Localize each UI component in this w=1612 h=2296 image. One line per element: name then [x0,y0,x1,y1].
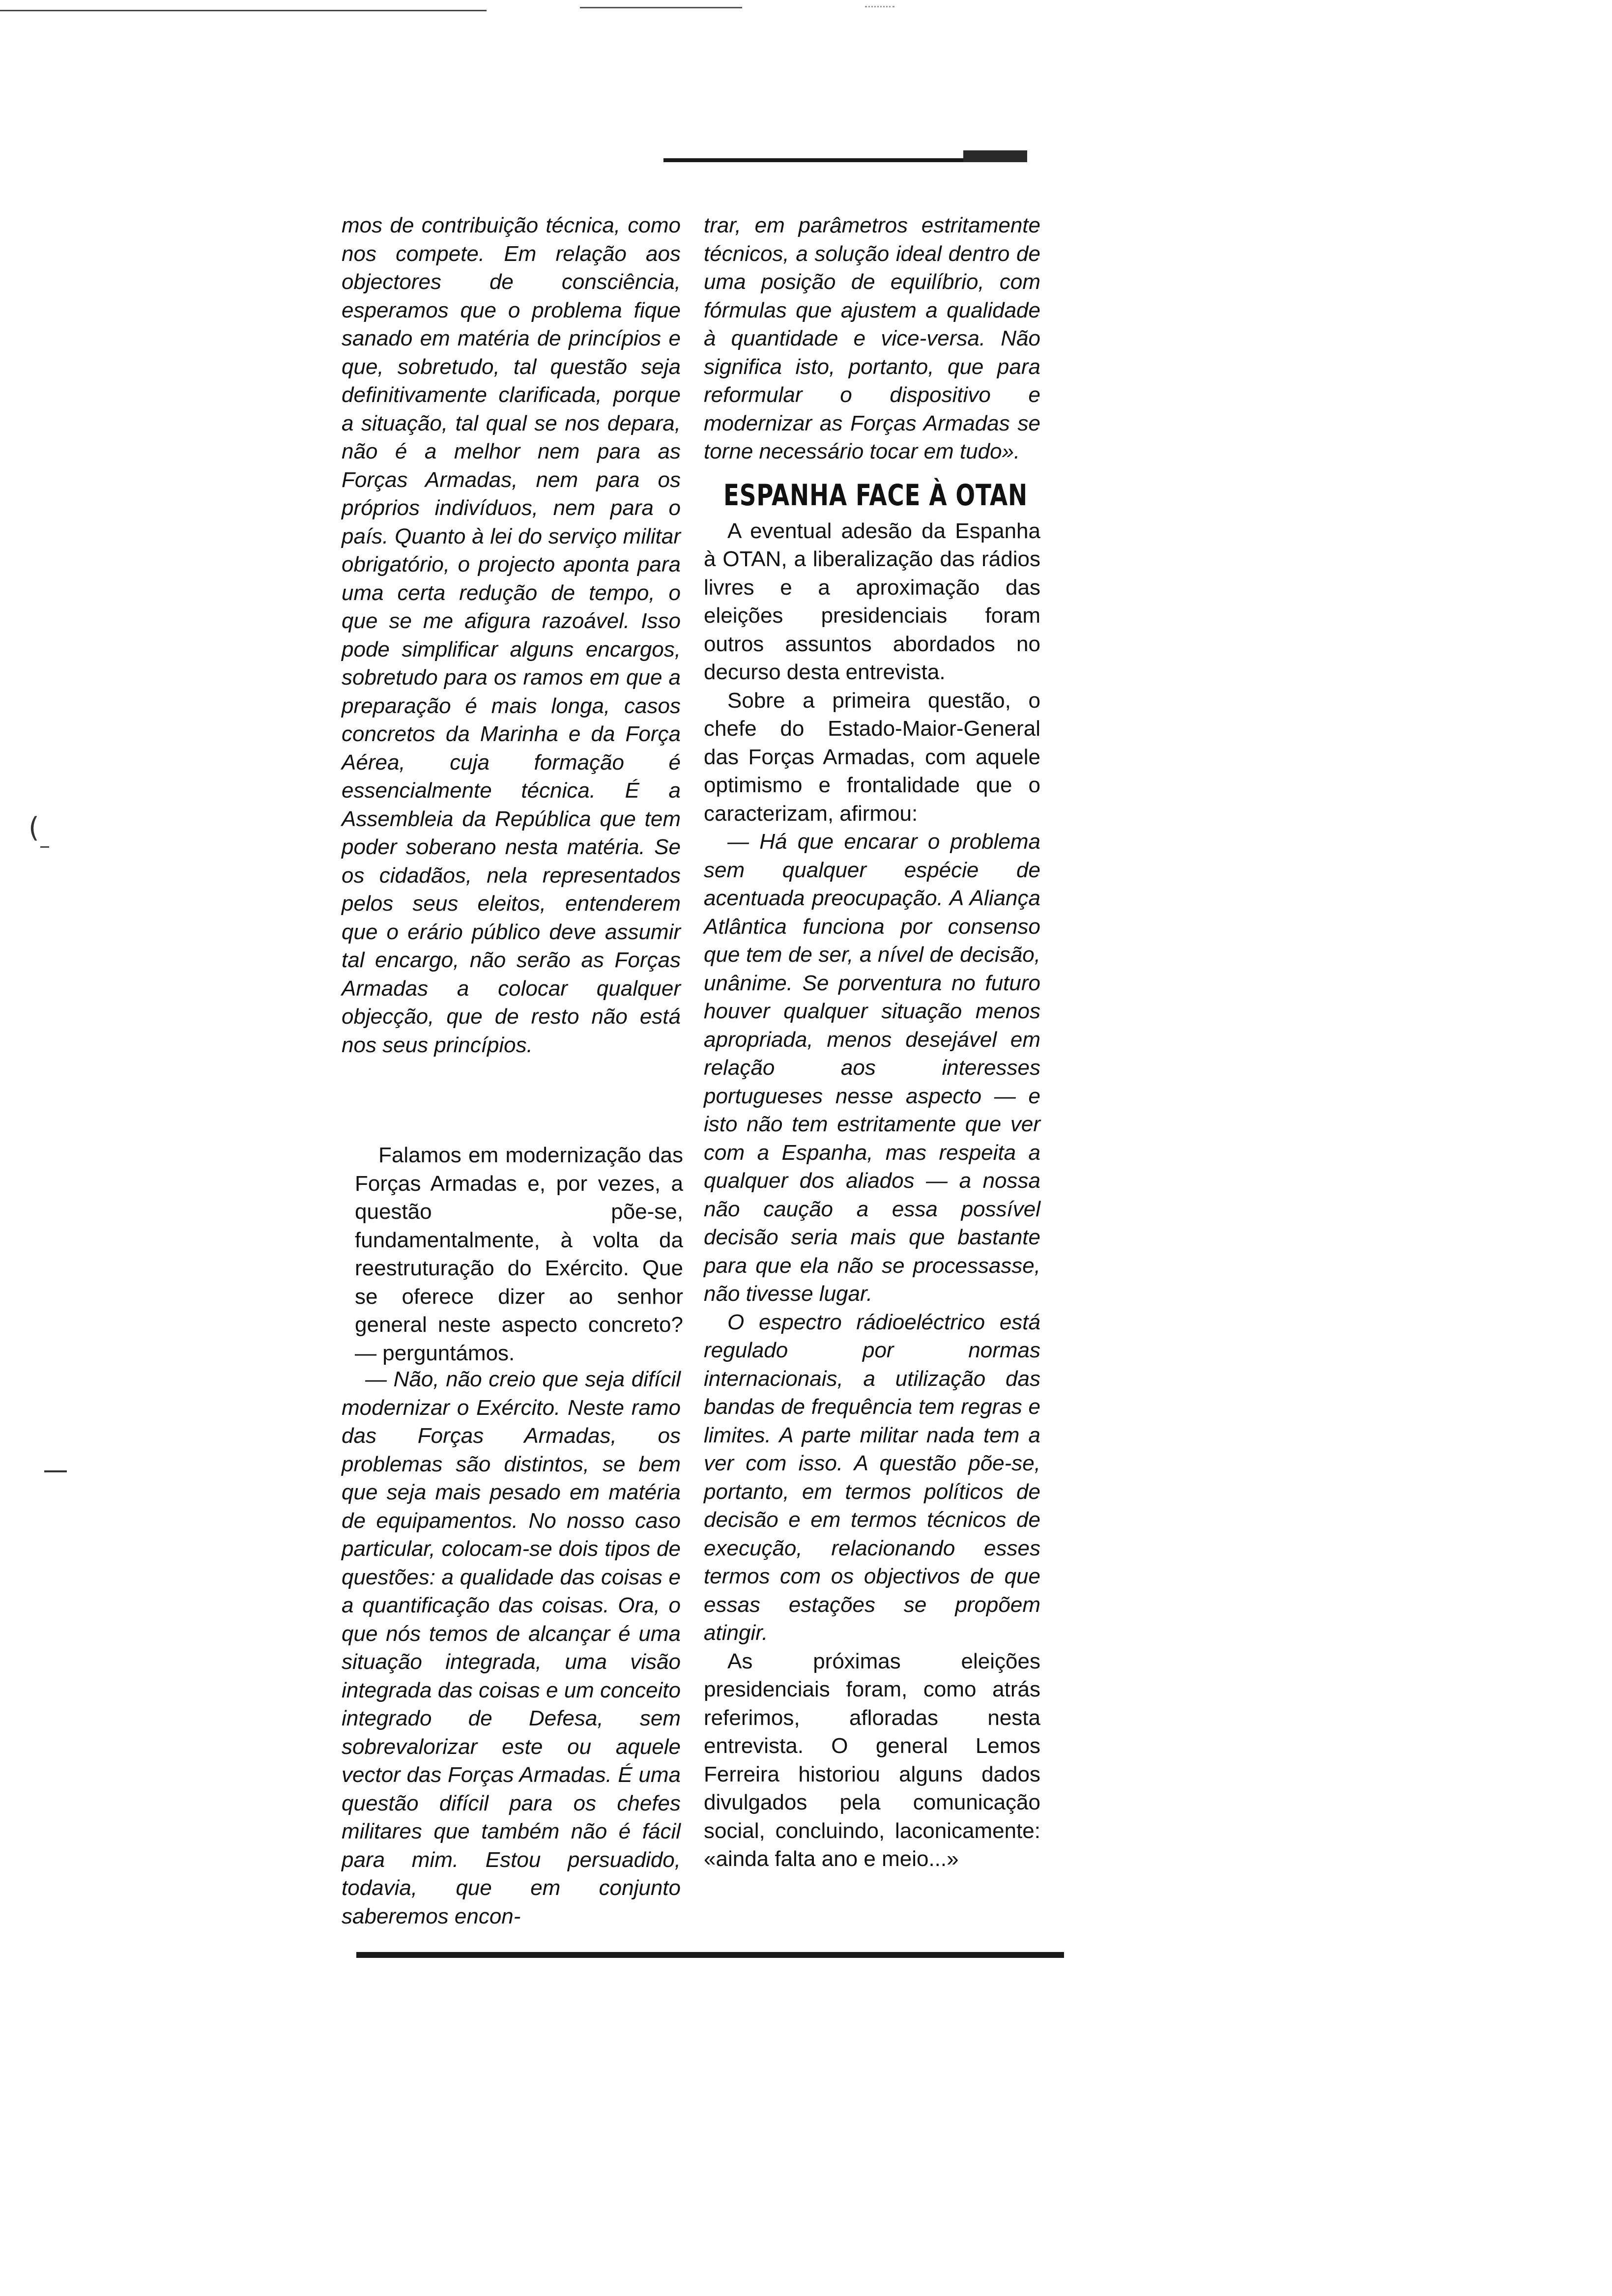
scan-edge-line-right [580,7,742,8]
scan-mark-bracket: ( [29,812,39,844]
col1-paragraph-3: — Não, não creio que seja difícil modernizar o Exército. Neste ramo das Forças Armadas, os problemas são distintos, se bem que seja mais pesado em matéria de equipamentos. No nosso caso particular, colocam-se dois tipos de questões: a qualidade das coisas e a quantificação das coisas. Ora, o que nós temos de alcançar é uma situação integrada, uma visão integrada das coisas e um conceito integrado de Defesa, sem sobrevalorizar este ou aquele vector das Forças Armadas. É uma questão difícil para os chefes militares que também não é fácil para mim. Estou persuadido, todavia, que em conjunto saberemos encon- [342,1367,681,1928]
col1-paragraph-2: Falamos em modernização das Forças Armadas e, por vezes, a questão põe-se, fundamentalmente, à volta da reestruturação do Exército. Que se oferece dizer ao senhor general neste aspecto concreto? — perguntámos. [355,1143,683,1365]
col2-paragraph-4: — Há que encarar o problema sem qualquer espécie de acentuada preocupação. A Aliança Atlântica funciona por consenso que tem de ser, a nível de decisão, unânime. Se porventura no futuro houver qualquer situação menos apropriada, menos desejável em relação aos interesses portugueses nesse aspecto — e isto não tem estritamente que ver com a Espanha, mas respeita a qualquer dos aliados — a nossa não caução a essa possível decisão seria mais que bastante para que ela não se processasse, não tivesse lugar. [704,830,1040,1306]
scan-edge-dots [865,6,894,7]
col2-paragraph-6: As próximas eleições presidenciais foram, como atrás referimos, afloradas nesta entrevista. O general Lemos Ferreira historiou alguns dados divulgados pela comunicação social, concluindo, laconicamente: «ainda falta ano e meio...» [704,1649,1040,1871]
col2-paragraph-3: Sobre a primeira questão, o chefe do Estado-Maior-General das Forças Armadas, com aquele optimismo e frontalidade que o caracterizam, afirmou: [704,688,1040,826]
bottom-rule [356,1952,1064,1958]
scan-mark-tick-1 [40,846,49,848]
col2-paragraph-5: O espectro rádioeléctrico está regulado por normas internacionais, a utilização das bandas de frequência tem regras e limites. A parte militar nada tem a ver com isso. A questão põe-se, portanto, em termos políticos de decisão e em termos técnicos de execução, relacionando esses termos com os objectivos de que essas estações se propõem atingir. [704,1310,1040,1645]
article-column-1 [342,211,681,1059]
top-rule-end [963,150,1027,162]
col1-paragraph-1: mos de contribuição técnica, como nos compete. Em relação aos objectores de consciência, esperamos que o problema fique sanado em matéria de princípios e que, sobretudo, tal questão seja definitivamente clarificada, porque a situação, tal qual se nos depara, não é a melhor nem para as Forças Armadas, nem para os próprios indivíduos, nem para o país. Quanto à lei do serviço militar obrigatório, o projecto aponta para uma certa redução de tempo, o que se me afigura razoável. Isso pode simplificar alguns encargos, sobretudo para os ramos em que a preparação é mais longa, casos concretos da Marinha e da Força Aérea, cuja formação é essencialmente técnica. É a Assembleia da República que tem poder soberano nesta matéria. Se os cidadãos, nela representados pelos seus eleitos, entenderem que o erário público deve assumir tal encargo, não serão as Forças Armadas a colocar qualquer objecção, que de resto não está nos seus princípios. [342,213,681,1057]
section-heading: ESPANHA FACE À OTAN [723,478,1028,513]
article-column-1-answer [342,1365,681,1930]
article-column-1-question [355,1141,683,1367]
col2-paragraph-1: trar, em parâmetros estritamente técnicos, a solução ideal dentro de uma posição de equilíbrio, com fórmulas que ajustem a qualidade à quantidade e vice-versa. Não significa isto, portanto, que para reformular o dispositivo e modernizar as Forças Armadas se torne necessário tocar em tudo». [704,213,1040,463]
article-column-2 [704,211,1040,1873]
scan-edge-line-left [0,10,487,11]
scan-mark-tick-2 [44,1470,67,1472]
col2-paragraph-2: A eventual adesão da Espanha à OTAN, a liberalização das rádios livres e a aproximação das eleições presidenciais foram outros assuntos abordados no decurso desta entrevista. [704,518,1040,684]
